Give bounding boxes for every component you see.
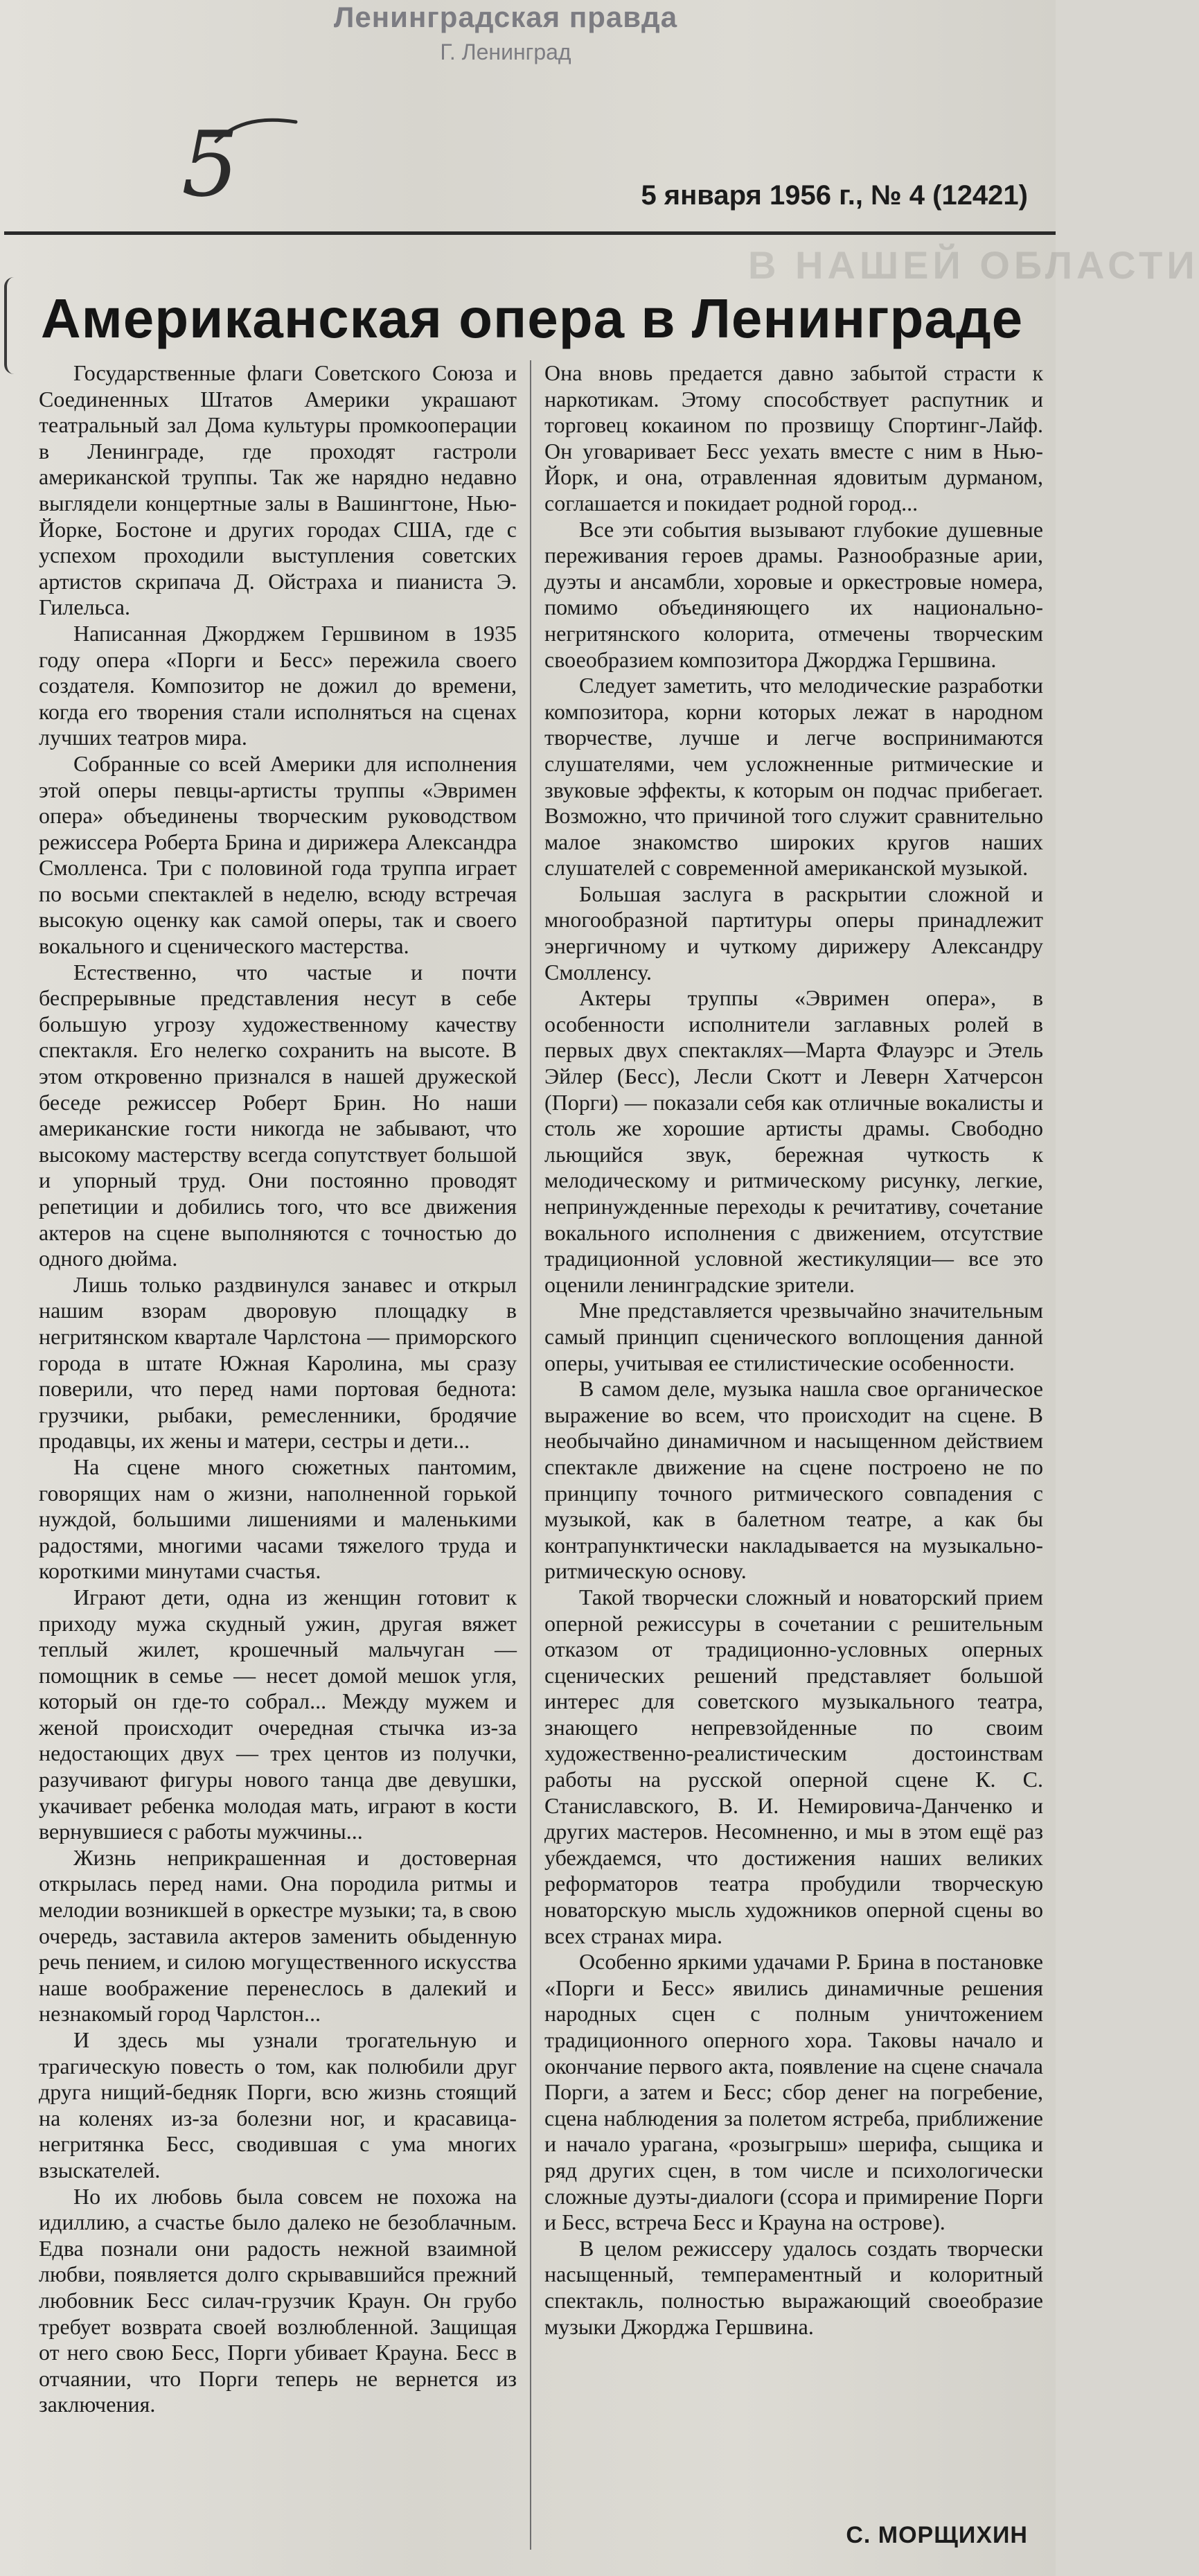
stamp-city: Г. Ленинград — [440, 39, 571, 65]
header-rule — [4, 231, 1056, 235]
handwritten-page-mark — [181, 112, 278, 237]
issue-dateline: 5 января 1956 г., № 4 (12421) — [641, 180, 1028, 211]
article-paragraph: Жизнь неприкрашенная и достоверная открылась перед нами. Она породила ритмы и мелодии возникшей в оркестре музыки; та, в свою очередь, заставила актеров заменить обыденную речь пением, и силою могущественного искусства наше воображение перенеслось в далекий и незнакомый город Чарлстон... — [39, 1844, 517, 2027]
stamp-newspaper-name: Ленинградская правда — [333, 1, 678, 33]
article-column-right — [544, 360, 1043, 2340]
article-paragraph: Естественно, что частые и почти беспрерывные представления несут в себе большую угрозу художественному качеству спектакля. Его нелегко сохранить на высоте. В этом откровенно признался в нашей дружеской беседе режиссер Роберт Брин. Но наши американские гости никогда не забывают, что высокому мастерству всегда сопутствует большой и упорный труд. Они постоянно проводят репетиции и добились того, что все движения актеров на сцене выполняются с точностью до одного дюйма. — [39, 959, 517, 1271]
article-paragraph-continuation: Она вновь предается давно забытой страсти к наркотикам. Этому способствует распутник и торговец кокаином по прозвищу Спортинг-Лайф. Он уговаривает Бесс уехать вместе с ним в Нью-Йорк, и она, отравленная ядовитым дурманом, соглашается и покидает родной город... — [544, 360, 1043, 515]
newspaper-stamp — [332, 0, 679, 66]
article-paragraph: Играют дети, одна из женщин готовит к приходу мужа скудный ужин, другая вяжет теплый жилет, крошечный мальчуган — помощник в семье — несет домой мешок угля, который он где-то собрал... Между мужем и женой происходит очередная стычка из-за недостающих двух — трех центов из получки, разучивают фигуры нового танца две девушки, укачивает ребенка молодая мать, играют в кости вернувшиеся с работы мужчины... — [39, 1584, 517, 1844]
article-paragraph: И здесь мы узнали трогательную и трагическую повесть о том, как полюбили друг друга нищий-бедняк Порги, всю жизнь стоящий на коленях из-за болезни ног, и красавица-негритянка Бесс, сводившая с ума многих взыскателей. — [39, 2027, 517, 2182]
article-paragraph: В самом деле, музыка нашла свое органическое выражение во всем, что происходит на сцене. В необычайно динамичном и насыщенном действием спектакле движение на сцене построено не по принципу точного ритмического совпадения с музыкой, как в балетном театре, а как бы контрапунктически накладывается на музыкально-ритмическую основу. — [544, 1376, 1043, 1584]
handwritten-number: 5 — [181, 112, 239, 217]
article-paragraph: В целом режиссеру удалось создать творчески насыщенный, темпераментный и колоритный спектакль, полностью выражающий своеобразие музыки Джорджа Гершвина. — [544, 2235, 1043, 2339]
article-paragraph: Собранные со всей Америки для исполнения этой оперы певцы-артисты труппы «Эвримен опера» объединены творческим руководством режиссера Роберта Брина и дирижера Александра Смолленса. Три с половиной года труппа играет по восьми спектаклей в неделю, всюду встречая высокую оценку как самой оперы, так и своего вокального и сценического мастерства. — [39, 750, 517, 959]
article-paragraph: Мне представляется чрезвычайно значительным самый принцип сценического воплощения данной оперы, учитывая ее стилистические особенности. — [544, 1298, 1043, 1375]
article-paragraph: Но их любовь была совсем не похожа на идиллию, а счастье было далеко не безоблачным. Едва познали они радость нежной взаимной любви, появляется долго скрывавшийся прежний любовник Бесс силач-грузчик Краун. Он грубо требует возврата своей возлюбленной. Защищая от него свою Бесс, Порги убивает Крауна. Бесс в отчаянии, что Порги теперь не вернется из заключения. — [39, 2183, 517, 2417]
clipping-edge-mark — [4, 277, 14, 374]
article-headline: Американская опера в Ленинграде — [40, 288, 1024, 349]
column-divider — [530, 360, 531, 2550]
article-paragraph: Следует заметить, что мелодические разработки композитора, корни которых лежат в народном творчестве, лучше и легче воспринимаются слушателями, чем усложненные ритмические и звуковые эффекты, к которым он подчас прибегает. Возможно, что причиной того служит сравнительно малое знакомство широких кругов наших слушателей с современной американской музыкой. — [544, 673, 1043, 881]
author-signature: С. МОРЩИХИН — [846, 2522, 1028, 2548]
article-paragraph: Актеры труппы «Эвримен опера», в особенности исполнители заглавных ролей в первых двух спектаклях—Марта Флауэрс и Этель Эйлер (Бесс), Лесли Скотт и Леверн Хатчерсон (Порги) — показали себя как отличные вокалисты и столь же хорошие артисты драмы. Свободно льющийся звук, бережная чуткость к мелодическому и ритмическому рисунку, легкие, непринужденные переходы к речитативу, сочетание вокального исполнения с движением, отсутствие традиционной условной жестикуляции— все это оценили ленинградские зрители. — [544, 985, 1043, 1297]
article-paragraph: Все эти события вызывают глубокие душевные переживания героев драмы. Разнообразные арии, дуэты и ансамбли, хоровые и оркестровые номера, помимо объединяющего их национально-негритянского колорита, отмечены творческим своеобразием композитора Джорджа Гершвина. — [544, 516, 1043, 672]
article-paragraph: Такой творчески сложный и новаторский прием оперной режиссуры в сочетании с решительным отказом от традиционно-условных оперных сценических решений представляет большой интерес для советского музыкального театра, знающего непревзойденные по своим художественно-реалистическим достоинствам работы на русской оперной сцене К. С. Станиславского, В. И. Немировича-Данченко и других мастеров. Несомненно, и мы в этом ещё раз убеждаемся, что достижения наших великих реформаторов театра пробудили творческую новаторскую мысль художников оперной сцены во всех странах мира. — [544, 1584, 1043, 1948]
article-paragraph: На сцене много сюжетных пантомим, говорящих нам о жизни, наполненной горькой нуждой, большими лишениями и маленькими радостями, многими часами тяжелого труда и короткими минутами счастья. — [39, 1454, 517, 1584]
article-column-left — [39, 360, 517, 2418]
article-paragraph: Написанная Джорджем Гершвином в 1935 году опера «Порги и Бесс» пережила своего создателя. Композитор не дожил до времени, когда его творения стали исполняться на сценах лучших театров мира. — [39, 620, 517, 750]
handwritten-stroke-icon — [209, 114, 299, 155]
article-paragraph: Государственные флаги Советского Союза и Соединенных Штатов Америки украшают театральный зал Дома культуры промкооперации в Ленинграде, где проходят гастроли американской труппы. Так же нарядно недавно выглядели концертные залы в Вашингтоне, Нью-Йорке, Бостоне и других городах США, где с успехом проходили выступления советских артистов скрипача Д. Ойстраха и пианиста Э. Гилельса. — [39, 360, 517, 620]
article-paragraph: Особенно яркими удачами Р. Брина в постановке «Порги и Бесс» явились динамичные решения народных сцен с полным уничтожением традиционного оперного хора. Таковы начало и окончание первого акта, появление на сцене сначала Порги, а затем и Бесс; сбор денег на погребение, сцена наблюдения за полетом ястреба, приближение и начало урагана, «розыгрыш» шерифа, сыщика и ряд других сцен, в том числе и психологически сложные дуэты-диалоги (ссора и примирение Порги и Бесс, встреча Бесс и Крауна на острове). — [544, 1949, 1043, 2235]
bleed-through-text: В НАШЕЙ ОБЛАСТИ — [748, 243, 1199, 287]
article-paragraph: Большая заслуга в раскрытии сложной и многообразной партитуры оперы принадлежит энергичному и чуткому дирижеру Александру Смолленсу. — [544, 881, 1043, 985]
article-paragraph: Лишь только раздвинулся занавес и открыл нашим взорам дворовую площадку в негритянском квартале Чарлстона — приморского города в штате Южная Каролина, мы сразу поверили, что перед нами портовая беднота: грузчики, рыбаки, ремесленники, бродячие продавцы, их жены и матери, сестры и дети... — [39, 1271, 517, 1454]
